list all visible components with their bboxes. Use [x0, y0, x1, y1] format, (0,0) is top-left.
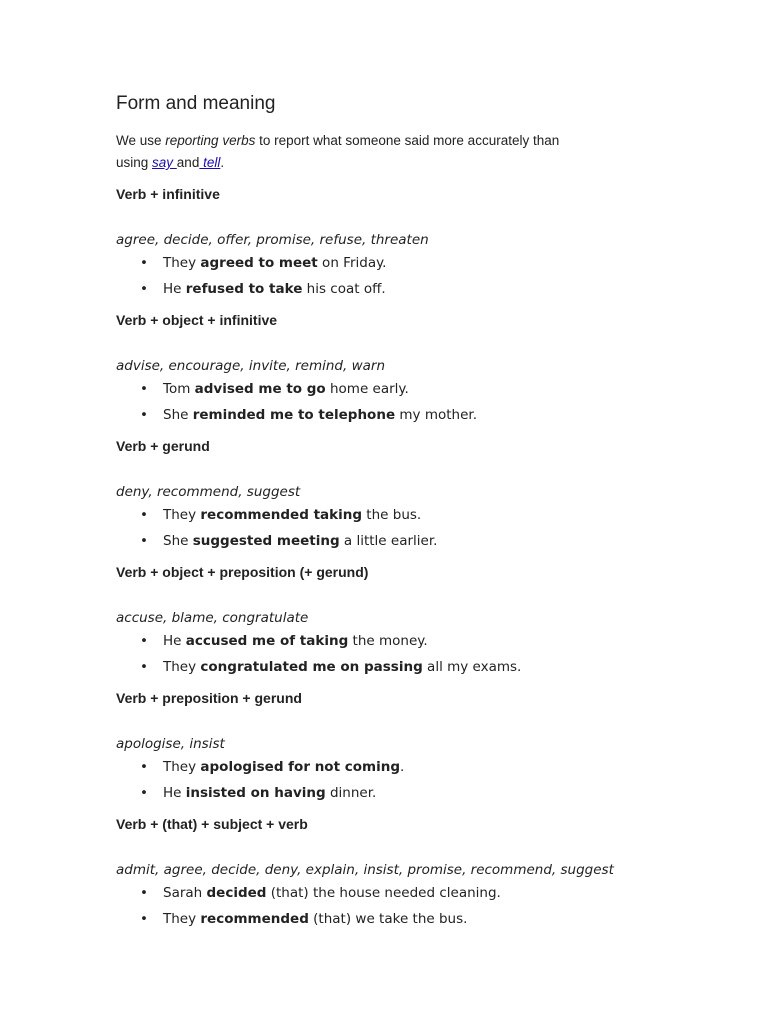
- example-text: Sarah: [163, 885, 207, 901]
- example-text: They: [163, 911, 201, 927]
- bullet-icon: •: [140, 659, 148, 675]
- example-bold: agreed to meet: [200, 255, 318, 271]
- section-heading: Verb + object + infinitive: [116, 312, 278, 328]
- bullet-icon: •: [140, 281, 148, 297]
- example-text: Tom: [163, 381, 195, 397]
- example-text: the bus.: [362, 507, 422, 523]
- page-title: Form and meaning: [116, 93, 276, 114]
- example-list: [116, 880, 736, 932]
- example-text: She: [163, 533, 193, 549]
- example-bold: refused to take: [185, 281, 303, 297]
- example-list: [116, 250, 736, 302]
- section-heading: Verb + object + preposition (+ gerund): [116, 564, 369, 580]
- intro-text-4: .: [220, 155, 225, 170]
- example-bold: recommended taking: [200, 507, 363, 523]
- example-bold: decided: [206, 885, 267, 901]
- example-text: the money.: [348, 633, 428, 649]
- intro-text-3: and: [176, 155, 200, 170]
- section-verb-object-preposition: [116, 562, 736, 680]
- section-verb-that-subject-verb: [116, 814, 736, 932]
- example-text: They: [163, 507, 201, 523]
- verb-list: agree, decide, offer, promise, refuse, threaten: [116, 232, 429, 248]
- section-heading: Verb + (that) + subject + verb: [116, 816, 308, 832]
- example-text: They: [163, 759, 201, 775]
- example-item: [116, 754, 736, 780]
- example-text: on Friday.: [317, 255, 387, 271]
- section-heading: Verb + preposition + gerund: [116, 690, 302, 706]
- verb-list: apologise, insist: [116, 736, 225, 752]
- example-bold: recommended: [200, 911, 309, 927]
- example-text: He: [163, 281, 186, 297]
- example-text: (that) we take the bus.: [308, 911, 468, 927]
- example-text: (that) the house needed cleaning.: [266, 885, 501, 901]
- bullet-icon: •: [140, 911, 148, 927]
- verb-list: advise, encourage, invite, remind, warn: [116, 358, 385, 374]
- example-text: my mother.: [395, 407, 477, 423]
- example-item: [116, 502, 736, 528]
- example-text: .: [399, 759, 405, 775]
- example-item: [116, 628, 736, 654]
- section-verb-object-infinitive: [116, 310, 736, 428]
- section-heading: Verb + infinitive: [116, 186, 220, 202]
- example-item: [116, 906, 736, 932]
- example-text: his coat off.: [302, 281, 386, 297]
- example-text: a little earlier.: [339, 533, 438, 549]
- bullet-icon: •: [140, 785, 148, 801]
- example-bold: reminded me to telephone: [192, 407, 396, 423]
- example-item: [116, 654, 736, 680]
- example-item: [116, 880, 736, 906]
- verb-list: accuse, blame, congratulate: [116, 610, 309, 626]
- example-text: He: [163, 633, 186, 649]
- example-item: [116, 780, 736, 806]
- example-text: She: [163, 407, 193, 423]
- example-bold: advised me to go: [194, 381, 326, 397]
- intro-text-2: to report what someone said more accurately than using: [116, 133, 560, 170]
- bullet-icon: •: [140, 759, 148, 775]
- say-link[interactable]: say: [152, 155, 177, 170]
- example-item: [116, 376, 736, 402]
- section-verb-preposition-gerund: [116, 688, 736, 806]
- bullet-icon: •: [140, 885, 148, 901]
- example-bold: insisted on having: [185, 785, 326, 801]
- example-bold: congratulated me on passing: [200, 659, 423, 675]
- example-list: [116, 628, 736, 680]
- section-heading: Verb + gerund: [116, 438, 210, 454]
- example-list: [116, 502, 736, 554]
- example-text: He: [163, 785, 186, 801]
- document-page: [116, 90, 736, 940]
- example-item: [116, 250, 736, 276]
- verb-list: deny, recommend, suggest: [116, 484, 301, 500]
- bullet-icon: •: [140, 633, 148, 649]
- bullet-icon: •: [140, 381, 148, 397]
- example-text: They: [163, 255, 201, 271]
- example-text: all my exams.: [422, 659, 522, 675]
- bullet-icon: •: [140, 507, 148, 523]
- example-bold: accused me of taking: [185, 633, 349, 649]
- bullet-icon: •: [140, 255, 148, 271]
- example-bold: suggested meeting: [192, 533, 340, 549]
- tell-link[interactable]: tell: [199, 155, 221, 170]
- example-bold: apologised for not coming: [200, 759, 400, 775]
- intro-text-1: We use: [116, 133, 166, 148]
- intro-emphasis: reporting verbs: [165, 133, 256, 148]
- example-text: They: [163, 659, 201, 675]
- bullet-icon: •: [140, 533, 148, 549]
- verb-list: admit, agree, decide, deny, explain, insist, promise, recommend, suggest: [116, 862, 614, 878]
- example-list: [116, 754, 736, 806]
- example-item: [116, 528, 736, 554]
- example-list: [116, 376, 736, 428]
- example-item: [116, 402, 736, 428]
- example-text: dinner.: [325, 785, 377, 801]
- example-item: [116, 276, 736, 302]
- example-text: home early.: [325, 381, 409, 397]
- bullet-icon: •: [140, 407, 148, 423]
- section-verb-infinitive: [116, 184, 736, 302]
- section-verb-gerund: [116, 436, 736, 554]
- intro-paragraph: [116, 130, 586, 174]
